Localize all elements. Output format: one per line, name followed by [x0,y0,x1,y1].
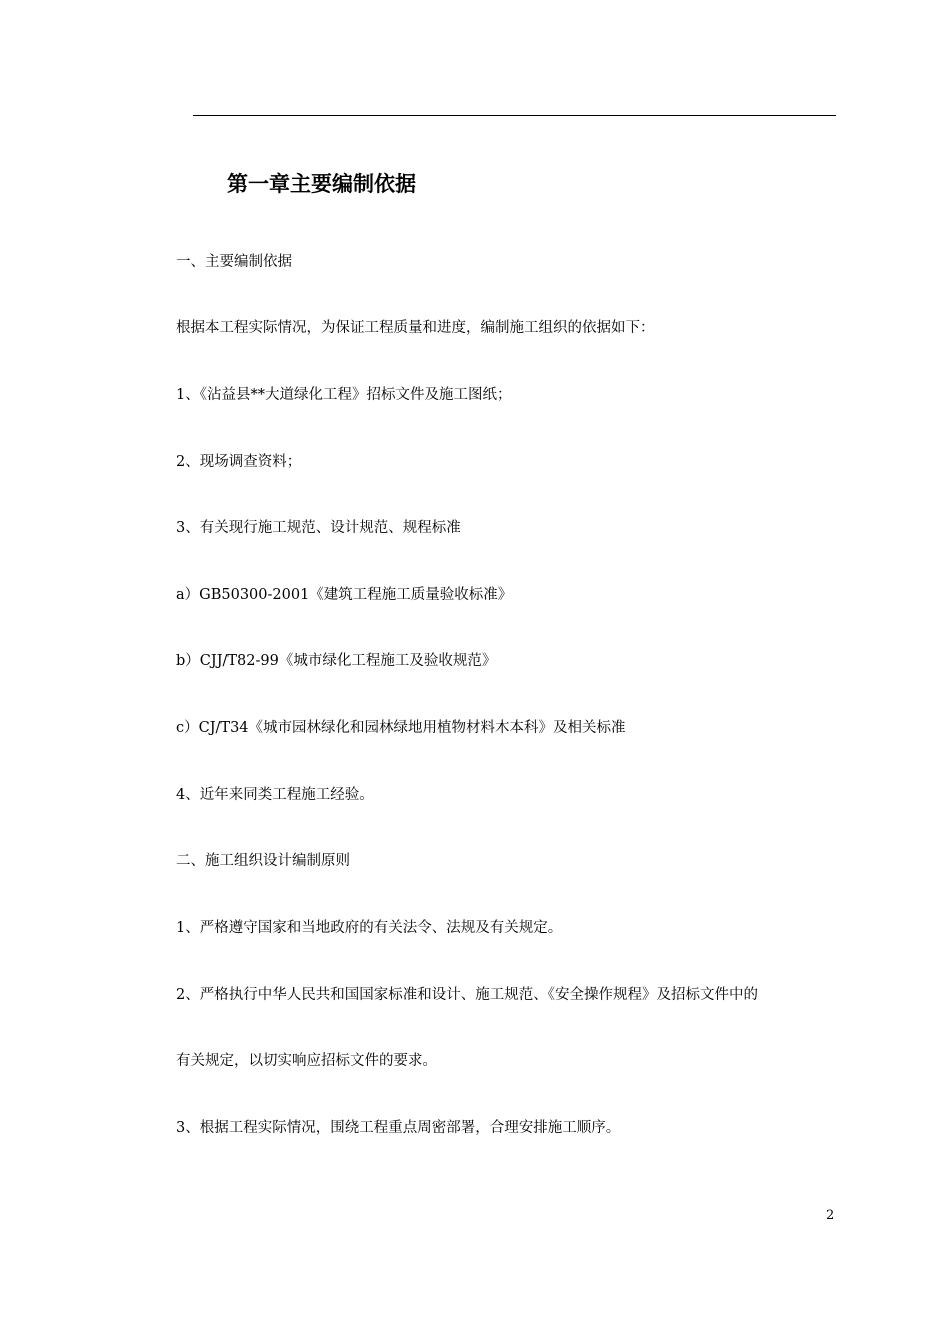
principle-item-2-continued: 有关规定，以切实响应招标文件的要求。 [176,1053,437,1069]
section-heading-basis: 一、主要编制依据 [176,254,292,270]
principle-item-3: 3、根据工程实际情况，围绕工程重点周密部署，合理安排施工顺序。 [176,1120,621,1136]
principle-item-2: 2、严格执行中华人民共和国国家标准和设计、施工规范、《安全操作规程》及招标文件中的 [176,987,758,1003]
paragraph-intro: 根据本工程实际情况，为保证工程质量和进度，编制施工组织的依据如下： [176,320,655,336]
page-number: 2 [826,1208,835,1223]
principle-item-1: 1、严格遵守国家和当地政府的有关法令、法规及有关规定。 [176,920,563,936]
list-item-site-survey: 2、现场调查资料； [176,454,302,470]
chapter-title: 第一章主要编制依据 [227,172,416,196]
section-heading-principles: 二、施工组织设计编制原则 [176,853,350,869]
list-item-tender-docs: 1、《沾益县**大道绿化工程》招标文件及施工图纸； [176,387,512,403]
header-rule [193,115,836,116]
list-item-experience: 4、近年来同类工程施工经验。 [176,787,374,803]
sub-item-cj-t34: c）CJ/T34《城市园林绿化和园林绿地用植物材料木本科》及相关标准 [176,720,626,736]
list-item-standards: 3、有关现行施工规范、设计规范、规程标准 [176,520,461,536]
sub-item-gb50300: a）GB50300-2001《建筑工程施工质量验收标准》 [176,587,513,603]
sub-item-cjj-t82: b）CJJ/T82-99《城市绿化工程施工及验收规范》 [176,653,497,669]
